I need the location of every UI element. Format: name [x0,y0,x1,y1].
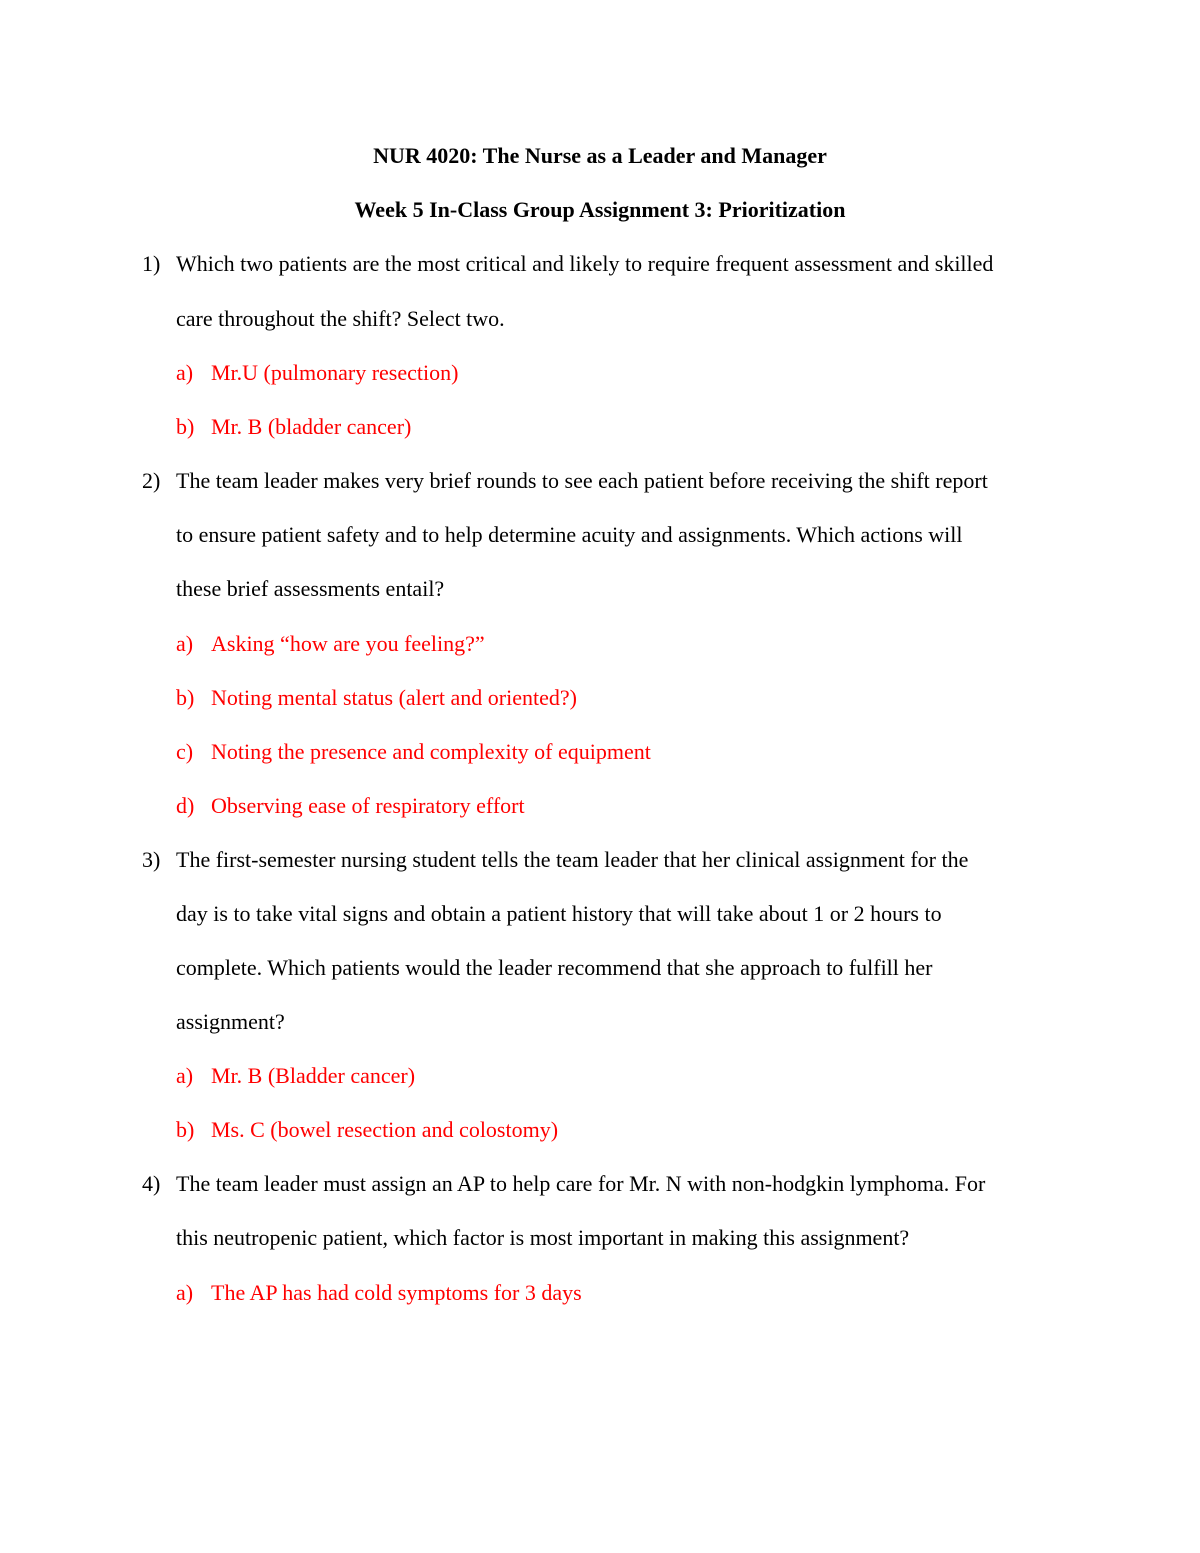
question-number: 4) [142,1171,161,1196]
question-text-line: complete. Which patients would the leader recommend that she approach to fulfill her [176,955,933,980]
option-letter: c) [176,739,194,764]
answer-option: Mr. B (Bladder cancer) [211,1063,416,1088]
answer-option: Noting mental status (alert and oriented?) [211,685,577,710]
option-letter: d) [176,793,195,818]
answer-option: Ms. C (bowel resection and colostomy) [211,1117,559,1142]
question-text-line: this neutropenic patient, which factor is most important in making this assignment? [176,1225,910,1250]
option-letter: b) [176,685,195,710]
question-number: 3) [142,847,161,872]
option-letter: a) [176,631,194,656]
answer-option: Observing ease of respiratory effort [211,793,525,818]
option-letter: a) [176,360,194,385]
question-text-line: care throughout the shift? Select two. [176,306,505,331]
question-text-line: The team leader must assign an AP to help care for Mr. N with non-hodgkin lymphoma. For [176,1171,986,1196]
question-number: 1) [142,251,161,276]
document-subtitle: Week 5 In-Class Group Assignment 3: Prioritization [354,197,846,222]
answer-option: Asking “how are you feeling?” [211,631,485,656]
option-letter: b) [176,414,195,439]
question-number: 2) [142,468,161,493]
answer-option: Mr. B (bladder cancer) [211,414,412,439]
question-text-line: to ensure patient safety and to help determine acuity and assignments. Which actions will [176,522,963,547]
option-letter: a) [176,1063,194,1088]
answer-option: Noting the presence and complexity of equipment [211,739,651,764]
option-letter: a) [176,1280,194,1305]
question-text-line: The first-semester nursing student tells the team leader that her clinical assignment for the [176,847,969,872]
question-text-line: day is to take vital signs and obtain a patient history that will take about 1 or 2 hours to [176,901,942,926]
question-text-line: Which two patients are the most critical and likely to require frequent assessment and skilled [176,251,994,276]
question-text-line: these brief assessments entail? [176,576,445,601]
answer-option: The AP has had cold symptoms for 3 days [211,1280,582,1305]
question-text-line: assignment? [176,1009,285,1034]
answer-option: Mr.U (pulmonary resection) [211,360,459,385]
question-text-line: The team leader makes very brief rounds to see each patient before receiving the shift report [176,468,988,493]
document-title: NUR 4020: The Nurse as a Leader and Manager [373,143,827,168]
option-letter: b) [176,1117,195,1142]
